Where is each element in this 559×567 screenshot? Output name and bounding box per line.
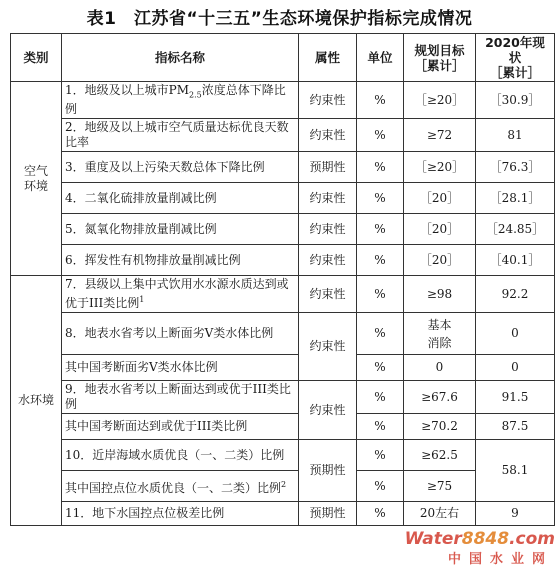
table-row bbox=[11, 214, 555, 245]
indicator-name: 其中国控点位水质优良（一、二类）比例$^2$ bbox=[62, 471, 299, 502]
indicator-name: 6．挥发性有机物排放量削减比例 bbox=[62, 245, 299, 276]
indicator-target: 20左右 bbox=[404, 502, 476, 526]
indicator-target: ≥67.6 bbox=[404, 381, 476, 414]
watermark-name: 中国水业网 bbox=[447, 552, 553, 567]
indicator-attribute: 约束性 bbox=[299, 276, 357, 313]
indicator-name: 11．地下水国控点位极差比例 bbox=[62, 502, 299, 526]
indicator-attribute: 预期性 bbox=[299, 152, 357, 183]
indicator-status: 81 bbox=[476, 119, 555, 152]
indicator-name: 5．氮氧化物排放量削减比例 bbox=[62, 214, 299, 245]
indicator-target: ≥70.2 bbox=[404, 414, 476, 440]
indicator-attribute: 约束性 bbox=[299, 313, 357, 381]
table-row bbox=[11, 313, 555, 355]
table-title: 表1 江苏省“十三五”生态环境保护指标完成情况 bbox=[86, 9, 473, 29]
indicator-unit: % bbox=[357, 276, 404, 313]
indicator-unit: % bbox=[357, 152, 404, 183]
indicator-attribute: 约束性 bbox=[299, 381, 357, 440]
indicator-unit: % bbox=[357, 245, 404, 276]
header-category: 类别 bbox=[11, 34, 62, 82]
indicator-target: ≥98 bbox=[404, 276, 476, 313]
indicator-status: ［24.85］ bbox=[476, 214, 555, 245]
table-row bbox=[11, 414, 555, 440]
indicator-status: 87.5 bbox=[476, 414, 555, 440]
indicator-name: 3．重度及以上污染天数总体下降比例 bbox=[62, 152, 299, 183]
indicator-status: ［40.1］ bbox=[476, 245, 555, 276]
table-row bbox=[11, 152, 555, 183]
indicator-target: 0 bbox=[404, 355, 476, 381]
indicator-target: ［20］ bbox=[404, 214, 476, 245]
header-name: 指标名称 bbox=[62, 34, 299, 82]
indicator-target: ［≥20］ bbox=[404, 82, 476, 119]
indicator-table bbox=[10, 33, 555, 526]
indicator-unit: % bbox=[357, 214, 404, 245]
table-row bbox=[11, 381, 555, 414]
indicator-unit: % bbox=[357, 381, 404, 414]
indicator-name: 7．县级以上集中式饮用水水源水质达到或优于III类比例$^1$ bbox=[62, 276, 299, 313]
indicator-unit: % bbox=[357, 355, 404, 381]
indicator-attribute: 约束性 bbox=[299, 119, 357, 152]
table-row bbox=[11, 183, 555, 214]
watermark-site: Water8848.com bbox=[404, 529, 555, 549]
header-row bbox=[11, 34, 555, 82]
indicator-target: ［≥20］ bbox=[404, 152, 476, 183]
indicator-unit: % bbox=[357, 313, 404, 355]
indicator-status: ［30.9］ bbox=[476, 82, 555, 119]
indicator-attribute: 预期性 bbox=[299, 440, 357, 502]
table-row bbox=[11, 82, 555, 119]
indicator-name: 其中国考断面劣Ⅴ类水体比例 bbox=[62, 355, 299, 381]
table-row bbox=[11, 502, 555, 526]
table-row bbox=[11, 245, 555, 276]
table-row bbox=[11, 119, 555, 152]
indicator-target: 基本 消除 bbox=[404, 313, 476, 355]
indicator-name: 2．地级及以上城市空气质量达标优良天数比率 bbox=[62, 119, 299, 152]
indicator-attribute: 约束性 bbox=[299, 82, 357, 119]
indicator-status: 91.5 bbox=[476, 381, 555, 414]
table-row bbox=[11, 355, 555, 381]
indicator-target: ［20］ bbox=[404, 183, 476, 214]
indicator-status: ［28.1］ bbox=[476, 183, 555, 214]
indicator-unit: % bbox=[357, 471, 404, 502]
indicator-name: 1．地级及以上城市$PM_{2.5}$浓度总体下降比例 bbox=[62, 82, 299, 119]
indicator-unit: % bbox=[357, 502, 404, 526]
indicator-status: 58.1 bbox=[476, 440, 555, 502]
indicator-target: ≥62.5 bbox=[404, 440, 476, 471]
indicator-attribute: 预期性 bbox=[299, 502, 357, 526]
indicator-target: ≥75 bbox=[404, 471, 476, 502]
indicator-unit: % bbox=[357, 82, 404, 119]
indicator-unit: % bbox=[357, 440, 404, 471]
indicator-status: 92.2 bbox=[476, 276, 555, 313]
indicator-name: 其中国考断面达到或优于III类比例 bbox=[62, 414, 299, 440]
indicator-name: 10．近岸海域水质优良（一、二类）比例 bbox=[62, 440, 299, 471]
indicator-attribute: 约束性 bbox=[299, 245, 357, 276]
header-target: 规划目标 ［累计］ bbox=[404, 34, 476, 82]
category-air: 空气 环境 bbox=[11, 82, 62, 276]
indicator-attribute: 约束性 bbox=[299, 183, 357, 214]
indicator-status: ［76.3］ bbox=[476, 152, 555, 183]
header-unit: 单位 bbox=[357, 34, 404, 82]
table-row bbox=[11, 440, 555, 471]
indicator-name: 9．地表水省考以上断面达到或优于III类比例 bbox=[62, 381, 299, 414]
indicator-unit: % bbox=[357, 414, 404, 440]
indicator-status: 0 bbox=[476, 355, 555, 381]
indicator-target: ≥72 bbox=[404, 119, 476, 152]
table-row bbox=[11, 276, 555, 313]
category-water: 水环境 bbox=[11, 276, 62, 526]
watermark-logo bbox=[405, 529, 555, 565]
indicator-unit: % bbox=[357, 183, 404, 214]
table-row bbox=[11, 471, 555, 502]
indicator-attribute: 约束性 bbox=[299, 214, 357, 245]
indicator-name: 8．地表水省考以上断面劣Ⅴ类水体比例 bbox=[62, 313, 299, 355]
indicator-name: 4．二氧化硫排放量削减比例 bbox=[62, 183, 299, 214]
indicator-status: 9 bbox=[476, 502, 555, 526]
indicator-status: 0 bbox=[476, 313, 555, 355]
indicator-target: ［20］ bbox=[404, 245, 476, 276]
header-attribute: 属性 bbox=[299, 34, 357, 82]
header-status: 2020年现状 ［累计］ bbox=[476, 34, 555, 82]
indicator-unit: % bbox=[357, 119, 404, 152]
